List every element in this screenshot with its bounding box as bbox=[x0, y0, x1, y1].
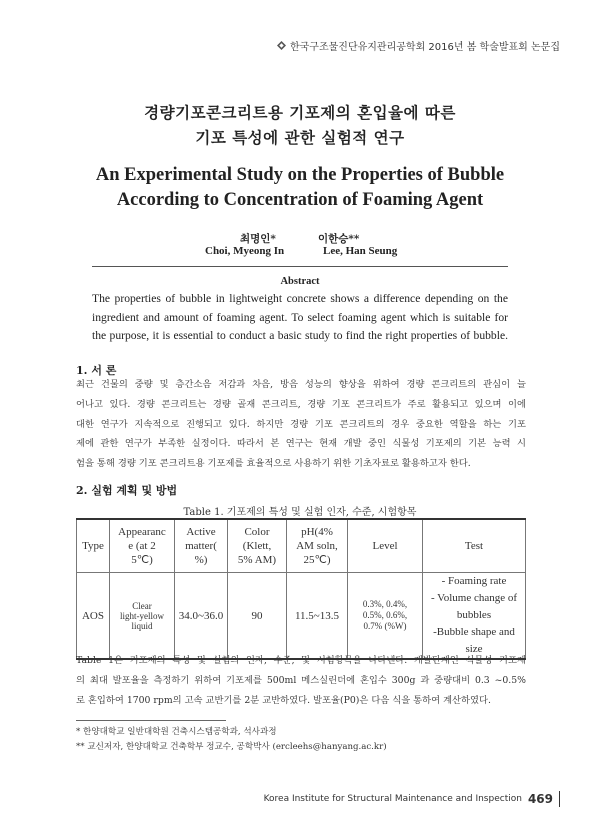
paragraph-line: Table 1은 기포제의 특성 및 실험의 인자, 수준, 및 시험항목을 나타낸다. 개발단계인 식물성 기포제 bbox=[76, 655, 526, 666]
cell-ph: 11.5~13.5 bbox=[287, 573, 348, 660]
paragraph-line: 의 최대 발포율을 측정하기 위하여 기포제를 500ml 메스실린더에 혼입수 300g 과 중량대비 0.3 ~0.5% bbox=[76, 674, 526, 686]
journal-header bbox=[277, 38, 560, 53]
cell-type: AOS bbox=[77, 573, 110, 660]
paragraph-line: 험을 통해 경량 기포 콘크리트용 기포제를 효율적으로 사용하기 위한 기초자료로 활용하고자 한다. bbox=[76, 458, 471, 470]
abstract-heading: Abstract bbox=[280, 276, 320, 287]
cell-text: - Volume change of bbox=[430, 592, 518, 604]
header-text: Color bbox=[244, 526, 270, 538]
paragraph-line: 대한 연구가 지속적으로 진행되고 있다. 하지만 경량 기포 콘크리트의 경우 중요한 역할을 하는 기포 bbox=[76, 418, 526, 430]
header-text: AM soln, bbox=[296, 540, 338, 552]
abstract-top-rule bbox=[92, 266, 508, 267]
author1-korean: 최명인* bbox=[240, 233, 276, 245]
header-text: 25℃) bbox=[303, 554, 331, 566]
header-text: (Klett, bbox=[242, 540, 272, 552]
page-number: 469 bbox=[527, 792, 553, 806]
author2-english: Lee, Han Seung bbox=[323, 245, 398, 257]
cell-color: 90 bbox=[228, 573, 287, 660]
author1-english: Choi, Myeong In bbox=[205, 245, 285, 257]
paragraph-line: 제에 관한 연구가 부족한 실정이다. 따라서 본 연구는 현재 개발 중인 식물성 기포제의 기본 능력 시 bbox=[76, 438, 526, 450]
cell-active-matter: 34.0~36.0 bbox=[175, 573, 228, 660]
footer-divider bbox=[559, 791, 560, 807]
page-footer bbox=[264, 791, 560, 807]
abstract-body bbox=[92, 290, 508, 346]
paragraph-line: 로 혼입하여 1700 rpm의 고속 교반기를 2분 교반하였다. 발포율(P0)은 다음 식을 통하여 계산하였다. bbox=[76, 694, 491, 706]
table-caption: Table 1. 기포제의 특성 및 실험 인자, 수준, 시험항목 bbox=[183, 507, 417, 518]
journal-logo-icon bbox=[277, 41, 286, 50]
cell-text: Clear bbox=[132, 600, 152, 611]
header-text: Active bbox=[186, 526, 216, 538]
title-korean-line1: 경량기포콘크리트용 기포제의 혼입율에 따른 bbox=[144, 103, 456, 122]
header-appearance bbox=[110, 519, 175, 573]
cell-level bbox=[348, 573, 423, 660]
section1-heading: 1. 서 론 bbox=[76, 364, 117, 377]
header-text: Appearanc bbox=[118, 526, 166, 538]
title-english-line2: According to Concentration of Foaming Agent bbox=[116, 190, 484, 210]
header-ph bbox=[287, 519, 348, 573]
section1-body bbox=[76, 375, 526, 474]
author2-korean: 이한승** bbox=[318, 233, 360, 245]
header-color bbox=[228, 519, 287, 573]
abstract-line: The properties of bubble in lightweight concrete shows a difference depending on the bbox=[92, 292, 508, 305]
title-english-line1: An Experimental Study on the Properties of Bubble bbox=[95, 165, 505, 185]
title-english bbox=[0, 163, 600, 213]
header-active-matter bbox=[175, 519, 228, 573]
cell-appearance bbox=[110, 573, 175, 660]
header-text: pH(4% bbox=[301, 526, 333, 538]
header-test: Test bbox=[423, 519, 526, 573]
table-header-row bbox=[77, 519, 526, 573]
cell-text: -Bubble shape and size bbox=[433, 626, 515, 655]
cell-test bbox=[423, 573, 526, 660]
cell-text: 0.3%, 0.4%, bbox=[362, 599, 408, 609]
header-text: matter( bbox=[185, 540, 217, 552]
footnote-1: * 한양대학교 일반대학원 건축시스템공학과, 석사과정 bbox=[76, 727, 277, 737]
paragraph-line: 어나고 있다. 경량 콘크리트는 경량 골재 콘크리트, 경량 기포 콘크리트가 주로 활용되고 있으며 이에 bbox=[76, 398, 526, 410]
footnote-2: ** 교신저자, 한양대학교 건축학부 정교수, 공학박사 (ercleehs@hanyang.ac.kr) bbox=[76, 742, 387, 752]
header-text: %) bbox=[194, 554, 208, 566]
paragraph-line: 최근 건물의 중량 및 층간소음 저감과 차음, 방음 성능의 향상을 위하여 경량 콘크리트의 관심이 늘 bbox=[76, 379, 526, 390]
cell-text: liquid bbox=[131, 620, 153, 631]
abstract-line: the purpose, it is essential to conduct a basic study to find the right properties of bubble. bbox=[92, 329, 508, 342]
properties-table bbox=[76, 518, 526, 660]
section2-body bbox=[76, 651, 526, 710]
footer-text: Korea Institute for Structural Maintenance and Inspection bbox=[263, 794, 522, 804]
footnotes bbox=[76, 725, 387, 755]
journal-header-text: 한국구조물진단유지관리공학회 2016년 봄 학술발표회 논문집 bbox=[289, 42, 560, 53]
header-text: 5% AM) bbox=[237, 554, 277, 566]
header-level: Level bbox=[348, 519, 423, 573]
cell-text: bubbles bbox=[456, 609, 492, 621]
header-type: Type bbox=[77, 519, 110, 573]
cell-text: - Foaming rate bbox=[441, 575, 507, 587]
cell-text: light-yellow bbox=[120, 610, 164, 621]
abstract-line: ingredient and amount of foaming agent. To select foaming agent which is suitable for bbox=[92, 310, 508, 324]
header-text: e (at 2 bbox=[128, 540, 156, 552]
cell-text: 0.7% (%W) bbox=[363, 621, 407, 631]
header-text: 5℃) bbox=[131, 554, 153, 566]
title-korean bbox=[0, 100, 600, 150]
footnote-rule bbox=[76, 720, 226, 721]
title-korean-line2: 기포 특성에 관한 실험적 연구 bbox=[195, 128, 405, 147]
table-row bbox=[77, 573, 526, 660]
cell-text: 0.5%, 0.6%, bbox=[362, 610, 408, 620]
section2-heading: 2. 실험 계획 및 방법 bbox=[76, 484, 178, 497]
